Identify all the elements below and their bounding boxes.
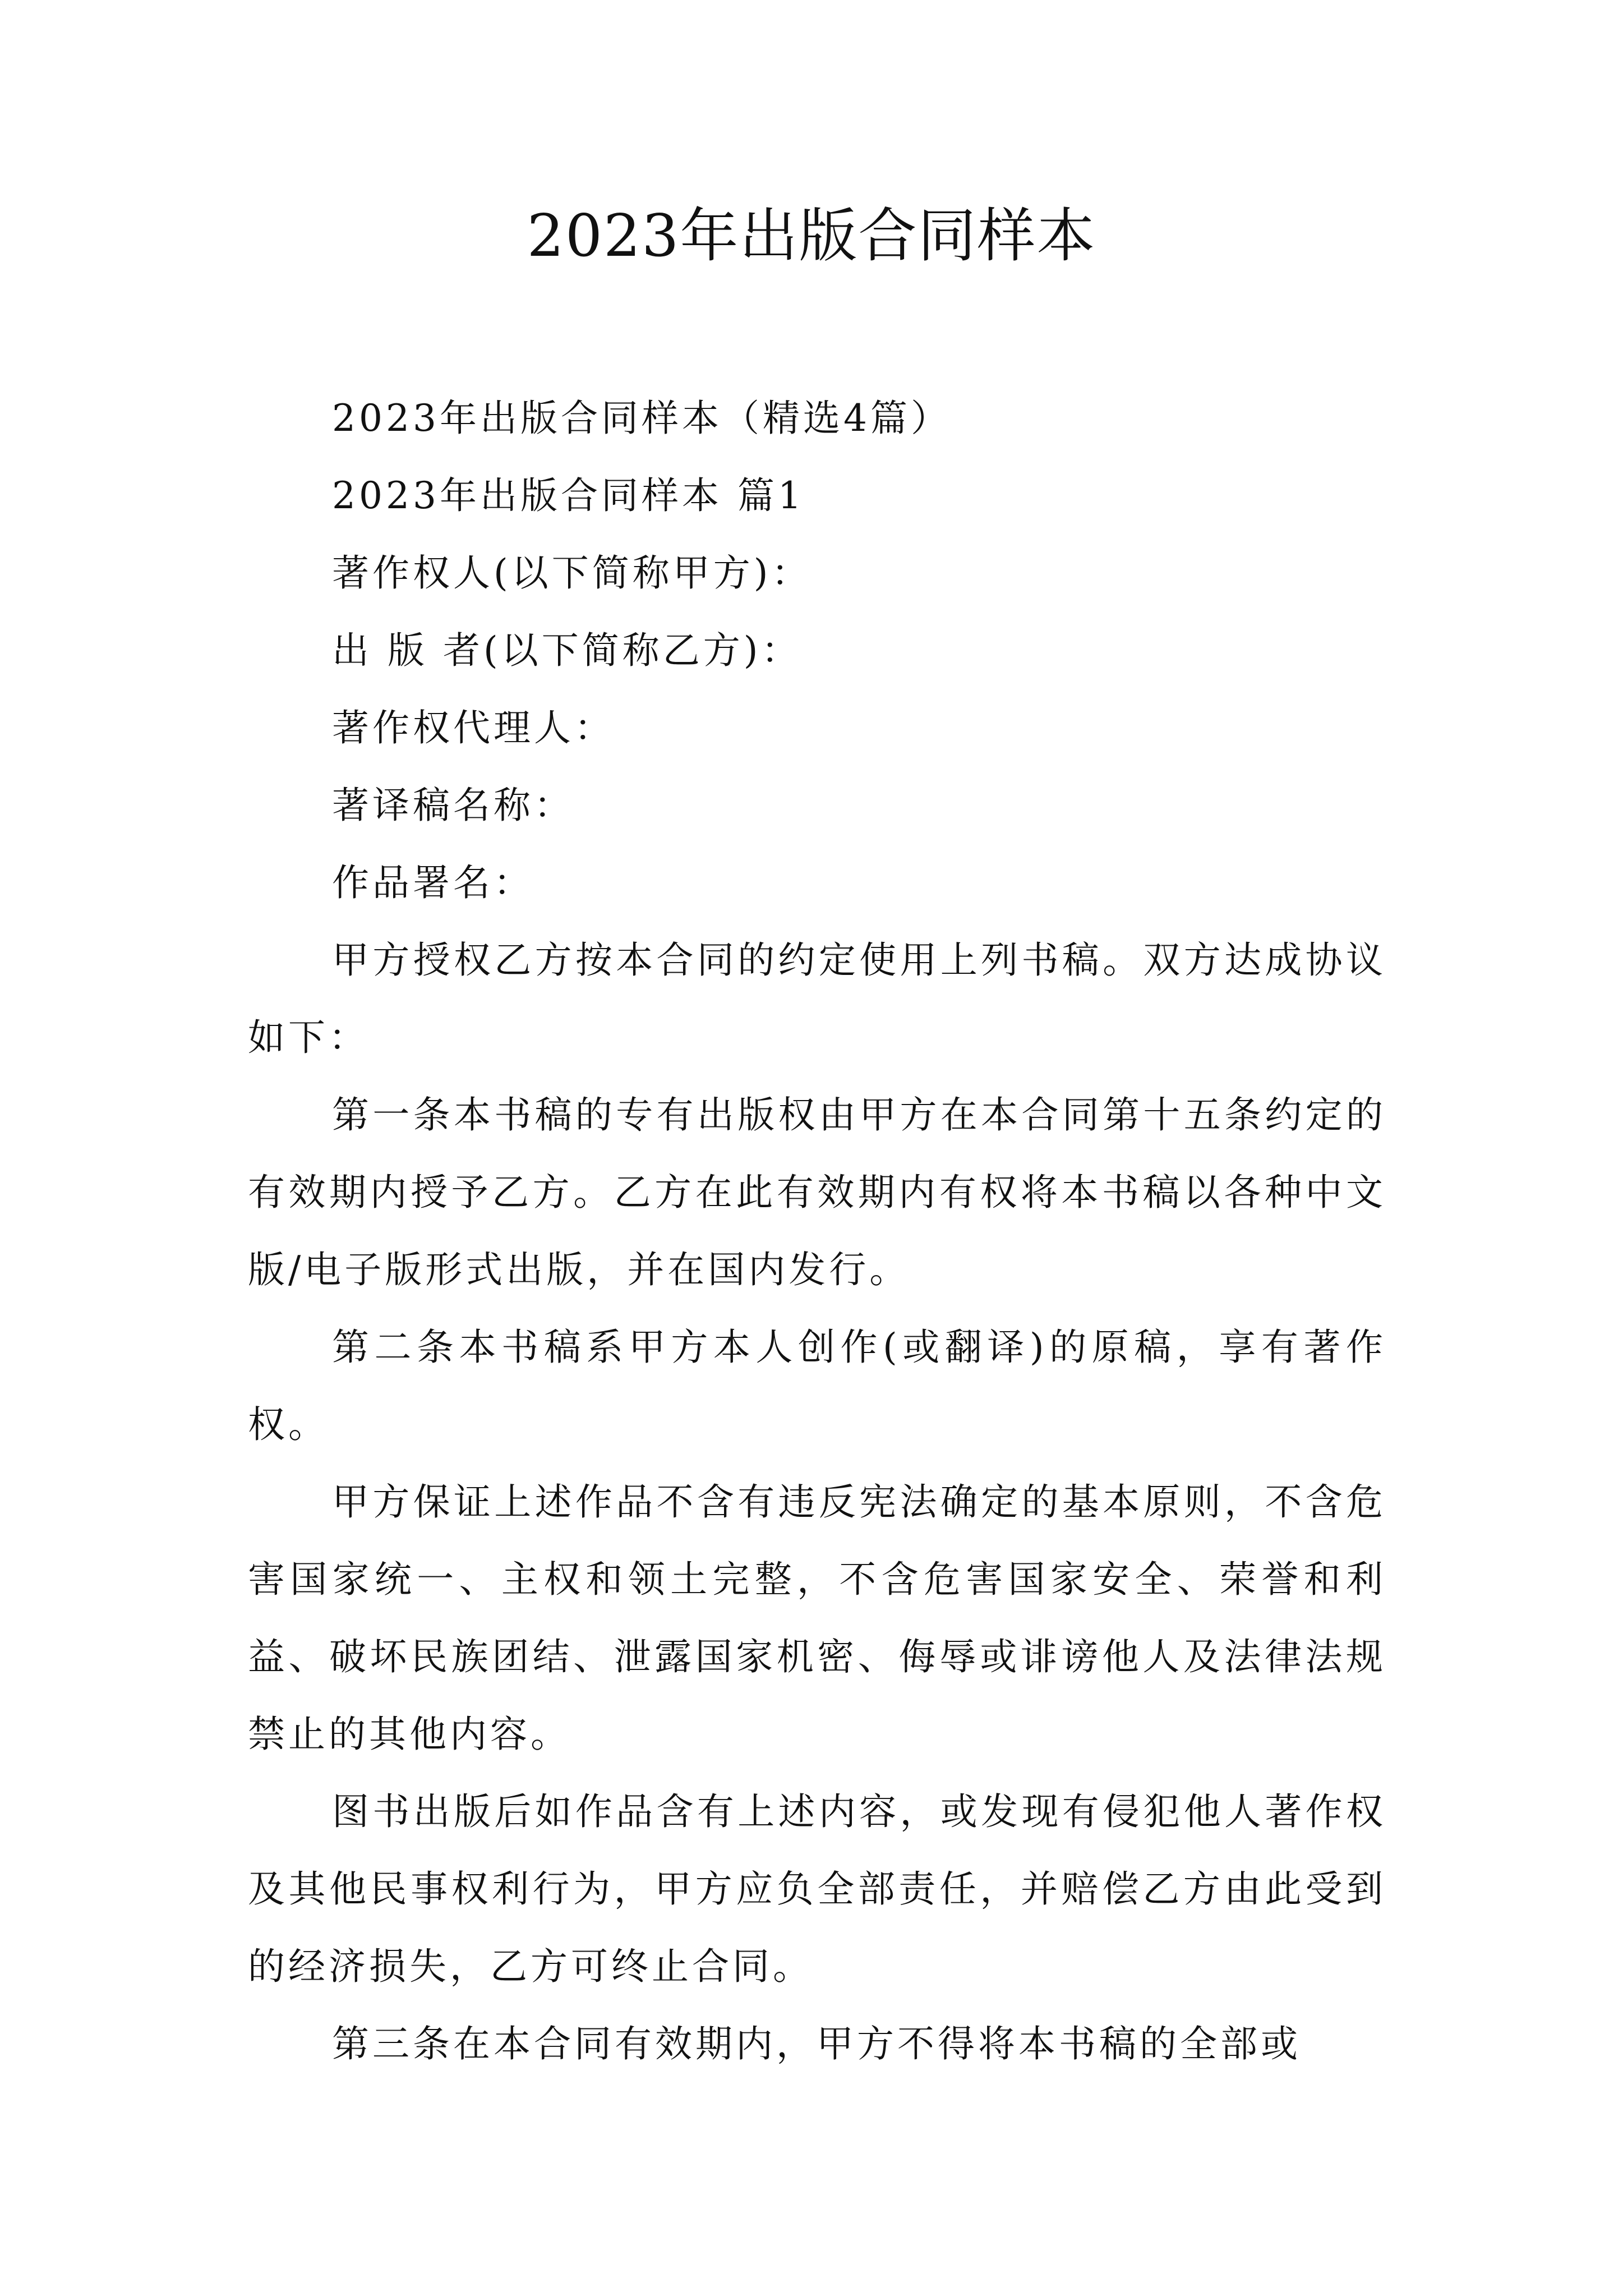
- document-body: [248, 380, 1386, 2083]
- paragraph-copyright-holder: 著作权人(以下简称甲方)：: [332, 551, 812, 595]
- document-title: 2023年出版合同样本: [527, 201, 1096, 270]
- paragraph-collection-heading: 2023年出版合同样本（精选4篇）: [332, 397, 951, 440]
- paragraph-publisher: 出 版 者(以下简称乙方)：: [332, 629, 802, 672]
- paragraph-guarantee: 甲方保证上述作品不含有违反宪法确定的基本原则，不含危害国家统一、主权和领土完整，不含危害国家安全、荣誉和利益、破坏民族团结、泄露国家机密、侮辱或诽谤他人及法律法规禁止的其他内容。: [248, 1480, 1386, 1756]
- paragraph-article-3: 第三条在本合同有效期内，甲方不得将本书稿的全部或: [332, 2022, 1301, 2065]
- paragraph-article-1: 第一条本书稿的专有出版权由甲方在本合同第十五条约定的有效期内授予乙方。乙方在此有效期内有权将本书稿以各种中文版/电子版形式出版，并在国内发行。: [248, 1093, 1386, 1291]
- paragraph-article-2: 第二条本书稿系甲方本人创作(或翻译)的原稿，享有著作权。: [248, 1326, 1386, 1446]
- paragraph-agent: 著作权代理人：: [332, 706, 615, 749]
- paragraph-liability: 图书出版后如作品含有上述内容，或发现有侵犯他人著作权及其他民事权利行为，甲方应负全部责任，并赔偿乙方由此受到的经济损失，乙方可终止合同。: [248, 1790, 1386, 1988]
- paragraph-section-heading: 2023年出版合同样本 篇1: [332, 474, 805, 517]
- paragraph-authorization: 甲方授权乙方按本合同的约定使用上列书稿。双方达成协议如下：: [248, 938, 1386, 1059]
- paragraph-work-signature: 作品署名：: [332, 861, 534, 904]
- paragraph-manuscript-name: 著译稿名称：: [332, 784, 574, 827]
